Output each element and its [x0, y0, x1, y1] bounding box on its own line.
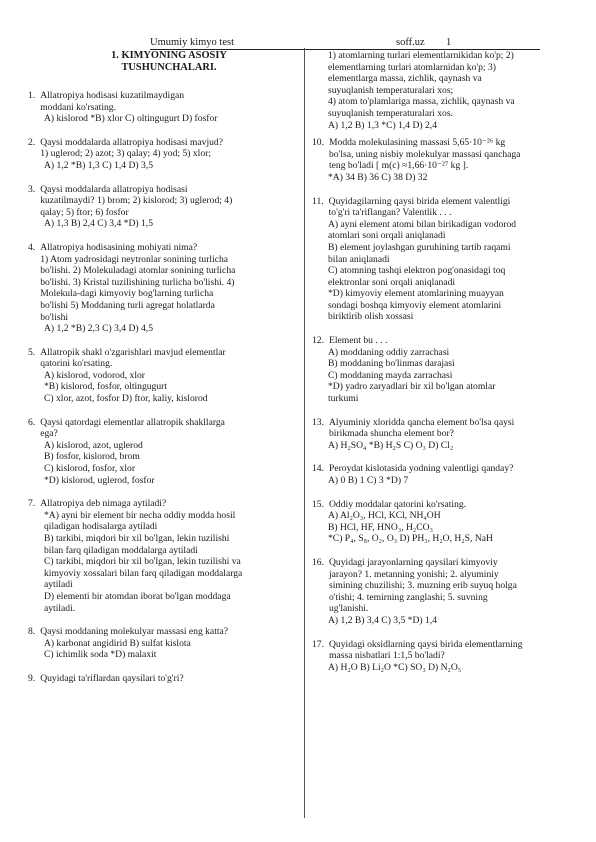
answer-option: C) moddaning mayda zarrachasi	[328, 369, 453, 381]
question-number: 12.	[312, 335, 324, 347]
answer-option: B) tarkibi, miqdori bir xil bo'lgan, lekin tuzilishi	[44, 533, 230, 544]
answer-option: A) kislorod *B) xlor C) oltingugurt D) fosfor	[44, 113, 218, 125]
question-line: Quyidagilarning qaysi birida element valentligi	[328, 195, 511, 207]
left-column	[28, 50, 296, 685]
question-stem	[28, 242, 296, 323]
question-number: 7.	[28, 498, 36, 510]
question-item	[312, 639, 580, 674]
question-number: 10.	[312, 137, 324, 149]
answer-option: sondagi boshqa kimyoviy element atomlarini	[328, 299, 502, 311]
question-line: Qaysi moddalarda allatropiya hodisasi	[40, 183, 188, 195]
question-line: Qaysi qatordagi elementlar allatropik shakllarga	[40, 416, 225, 428]
question-stem	[28, 498, 296, 510]
question-text	[329, 137, 580, 172]
question-text	[40, 242, 296, 323]
answer-option: A) 1,2 *B) 2,3 C) 3,4 D) 4,5	[44, 323, 153, 335]
question-line: qatorini ko'rsating.	[40, 358, 113, 370]
question-text	[40, 347, 296, 370]
answer-option: C) xlor, azot, fosfor D) ftor, kaliy, kislorod	[44, 393, 208, 405]
question-line: moddani ko'rsating.	[40, 101, 117, 113]
answer-option: *C) P₄, S₈, O₂, O₃ D) PH₃, H₂O, H₂S, NaH	[328, 533, 493, 545]
question-line: o'tishi; 4. temirning zanglashi; 5. suvning	[329, 591, 488, 603]
question-line: massa nisbatlari 1:1,5 bo'ladi?	[329, 650, 445, 662]
question-stem	[312, 335, 580, 347]
question-line: bo'lishi	[40, 311, 69, 323]
answer-option: D) elementi bir atomdan iborat bo'lgan moddaga	[44, 590, 231, 602]
question-line: bo'lishi. 2) Molekuladagi atomlar sonining turlicha	[40, 265, 236, 277]
question-number: 13.	[312, 416, 324, 428]
answer-option: C) ichimlik soda *D) malaxit	[44, 649, 157, 661]
question-stem	[28, 673, 296, 685]
question-line: Oddiy moddalar qatorini ko'rsating.	[329, 498, 467, 510]
question-number: 15.	[312, 498, 324, 510]
answer-option: A) kislorod, vodorod, xlor	[44, 369, 145, 381]
question-text	[329, 463, 580, 475]
column-divider	[304, 48, 305, 818]
question-stem	[28, 626, 296, 638]
question-line: bo'lishi. 3) Kristal tuzilishining turlicha bo'lishi. 4)	[40, 276, 235, 288]
answer-option: A) 1,2 *B) 1,3 C) 1,4 D) 3,5	[44, 159, 153, 171]
question-item	[312, 137, 580, 183]
question-line: teng bo'ladi [ m(c) ≈1,66·10⁻²⁷ kg ].	[329, 160, 469, 172]
answer-option: *D) kislorod, uglerod, fosfor	[44, 474, 155, 486]
question-number: 1.	[28, 90, 36, 101]
answer-option: biriktirib olish xossasi	[328, 311, 414, 323]
title-line: 1. KIMYONING ASOSIY	[111, 50, 227, 61]
question-item	[312, 463, 580, 486]
answer-option: B) element joylashgan guruhining tartib raqami	[328, 241, 511, 253]
continuation-line: 1) atomlarning turlari elementlarnikidan ko'p; 2)	[328, 50, 514, 61]
question-item	[312, 417, 580, 452]
answer-option: A) 1,3 B) 2,4 C) 3,4 *D) 1,5	[44, 218, 153, 230]
answer-option: A) H₂SO₄ *B) H₂S C) O₃ D) Cl₂	[328, 439, 454, 451]
question-item	[28, 417, 296, 487]
question-item	[312, 499, 580, 545]
question-item	[28, 673, 296, 685]
section-title	[42, 50, 296, 74]
answer-option: elektronlar soni orqali aniqlanadi	[328, 276, 456, 288]
question-line: 1) Atom yadrosidagi neytronlar sonining turlicha	[40, 253, 229, 265]
question-number: 8.	[28, 626, 36, 638]
question-stem	[312, 639, 580, 662]
question-line: 1) uglerod; 2) azot; 3) qalay; 4) yod; 5) xlor;	[40, 148, 211, 160]
question-stem	[28, 137, 296, 160]
question-number: 2.	[28, 136, 36, 148]
question-stem	[312, 417, 580, 440]
question-item	[28, 498, 296, 614]
question-line: Alyuminiy xloridda qancha element bo'lsa qaysi	[329, 416, 515, 428]
question-9-continuation	[312, 50, 580, 131]
question-line: Qaysi moddaning molekulyar massasi eng katta?	[40, 626, 229, 638]
header-left: Umumiy kimyo test	[150, 37, 234, 48]
question-line: Qaysi moddalarda allatropiya hodisasi mavjud?	[40, 136, 223, 148]
question-text	[329, 499, 580, 511]
question-line: qalay; 5) ftor; 6) fosfor	[40, 206, 129, 218]
question-item	[28, 137, 296, 172]
question-line: simining chuzilishi; 3. muzning erib suyuq holga	[329, 580, 517, 592]
question-line: Allatropiya hodisasi kuzatilmaydigan	[40, 90, 185, 101]
continuation-line: elementlarning turlari atomlarnidan ko'p; 3)	[328, 61, 496, 73]
continuation-line: suyuqlanish temperaturalari xos.	[328, 107, 453, 119]
answer-option: A) H₂O B) Li₂O *C) SO₃ D) N₂O₅	[328, 661, 462, 673]
answer-option: A) ayni element atomi bilan birikadigan vodorod	[328, 218, 517, 230]
question-item	[28, 626, 296, 661]
question-number: 9.	[28, 672, 36, 684]
question-line: Allatropik shakl o'zgarishlari mavjud elementlar	[40, 346, 226, 358]
question-line: ug'lanishi.	[329, 603, 369, 615]
question-line: jarayon? 1. metanning yonishi; 2. alyuminiy	[329, 568, 499, 580]
question-number: 16.	[312, 556, 324, 568]
question-stem	[312, 463, 580, 475]
answer-option: A) 1,2 B) 3,4 C) 3,5 *D) 1,4	[328, 614, 437, 626]
answer-option: C) kislorod, fosfor, xlor	[44, 463, 136, 475]
question-line: Quyidagi ta'riflardan qaysilari to'g'ri?	[40, 672, 184, 684]
question-text	[329, 335, 580, 347]
question-line: birikmada shuncha element bor?	[329, 428, 454, 440]
answer-option: bilan farq qiladigan moddalarga aytiladi	[44, 544, 198, 556]
question-number: 5.	[28, 346, 36, 358]
question-line: bo'lishi 5) Moddaning turli agregat holatlarda	[40, 299, 215, 311]
question-stem	[312, 196, 580, 219]
continuation-line: A) 1,2 B) 1,3 *C) 1,4 D) 2,4	[328, 119, 437, 131]
answer-option: kimyoviy xossalari bilan farq qiladigan moddalarga	[44, 567, 243, 579]
question-number: 6.	[28, 416, 36, 428]
title-line: TUSHUNCHALARI.	[121, 62, 217, 73]
right-column	[312, 50, 580, 673]
page-header	[150, 37, 540, 50]
question-line: Element bu . . .	[329, 335, 388, 347]
question-line: ega?	[40, 428, 58, 440]
question-text	[329, 417, 580, 440]
answer-option: B) HCl, HF, HNO₃, H₂CO₃	[328, 521, 433, 533]
continuation-line: 4) atom to'plamlariga massa, zichlik, qaynash va	[328, 96, 515, 108]
question-text	[40, 673, 296, 685]
answer-option: B) moddaning bo'linmas darajasi	[328, 358, 455, 370]
question-line: Quyidagi oksidlarning qaysi birida elementlarning	[329, 638, 523, 650]
answer-option: B) fosfor, kislorod, brom	[44, 451, 140, 463]
answer-option: *B) kislorod, fosfor, oltingugurt	[44, 381, 167, 393]
answer-option: *D) kimyoviy element atomlarining muayyan	[328, 288, 504, 300]
header-site: soff.uz	[396, 37, 425, 48]
question-number: 11.	[312, 195, 324, 207]
question-line: Allatropiya deb nimaga aytiladi?	[40, 498, 167, 510]
question-text	[40, 184, 296, 219]
continuation-line: elementlarga massa, zichlik, qaynash va	[328, 73, 482, 85]
question-line: Modda molekulasining massasi 5,65·10⁻²⁶ kg	[329, 137, 506, 149]
answer-option: atomlari soni orqali aniqlanadi	[328, 230, 446, 242]
answer-option: C) tarkibi, miqdori bir xil bo'lgan, lekin tuzilishi va	[44, 556, 241, 568]
question-item	[312, 196, 580, 324]
question-item	[28, 347, 296, 405]
answer-option: C) atomning tashqi elektron pog'onasidagi toq	[328, 265, 506, 277]
question-number: 4.	[28, 241, 36, 253]
question-number: 3.	[28, 183, 36, 195]
question-text	[329, 639, 580, 662]
question-line: Molekula-dagi kimyoviy bog'larning turlicha	[40, 288, 214, 300]
question-stem	[28, 184, 296, 219]
question-line: Allatropiya hodisasining mohiyati nima?	[40, 241, 198, 253]
question-line: bo'lsa, uning nisbiy molekulyar massasi qanchaga	[329, 148, 521, 160]
answer-option: *D) yadro zaryadlari bir xil bo'lgan atomlar	[328, 381, 496, 393]
answer-option: aytiladi.	[44, 602, 76, 614]
question-text	[40, 90, 296, 113]
question-text	[329, 196, 580, 219]
question-text	[40, 626, 296, 638]
question-number: 14.	[312, 463, 324, 475]
answer-option: *A) 34 B) 36 C) 38 D) 32	[328, 171, 428, 183]
question-stem	[28, 347, 296, 370]
question-text	[329, 557, 580, 615]
header-page-number: 1	[446, 37, 452, 48]
question-item	[28, 184, 296, 230]
question-text	[40, 498, 296, 510]
question-line: kuzatilmaydi? 1) brom; 2) kislorod; 3) uglerod; 4)	[40, 195, 233, 207]
question-stem	[28, 90, 296, 113]
question-item	[28, 242, 296, 335]
question-stem	[28, 417, 296, 440]
question-stem	[312, 557, 580, 615]
answer-option: A) kislorod, azot, uglerod	[44, 439, 143, 451]
continuation-line: suyuqlanish temperaturalari xos;	[328, 84, 454, 96]
answer-option: turkumi	[328, 393, 359, 405]
answer-option: A) Al₂O₃, HCl, KCl, NH₄OH	[328, 510, 441, 522]
question-text	[40, 417, 296, 440]
question-text	[40, 137, 296, 160]
question-item	[28, 90, 296, 125]
question-line: Quyidagi jarayonlarning qaysilari kimyoviy	[329, 556, 498, 568]
question-item	[312, 335, 580, 405]
answer-option: qiladigan hodisalarga aytiladi	[44, 521, 158, 533]
question-line: Peroydat kislotasida yodning valentligi qanday?	[329, 463, 514, 475]
answer-option: bilan aniqlanadi	[328, 253, 390, 265]
question-stem	[312, 137, 580, 172]
answer-option: A) 0 B) 1 C) 3 *D) 7	[328, 475, 409, 486]
question-item	[312, 557, 580, 627]
answer-option: A) moddaning oddiy zarrachasi	[328, 346, 450, 358]
question-line: to'g'ri ta'riflangan? Valentlik . . .	[328, 207, 452, 219]
question-stem	[312, 499, 580, 511]
question-number: 17.	[312, 638, 324, 650]
answer-option: *A) ayni bir element bir necha oddiy modda hosil	[44, 509, 236, 521]
answer-option: A) karbonat angidirid B) sulfat kislota	[44, 637, 191, 649]
answer-option: aytiladi	[44, 579, 73, 591]
